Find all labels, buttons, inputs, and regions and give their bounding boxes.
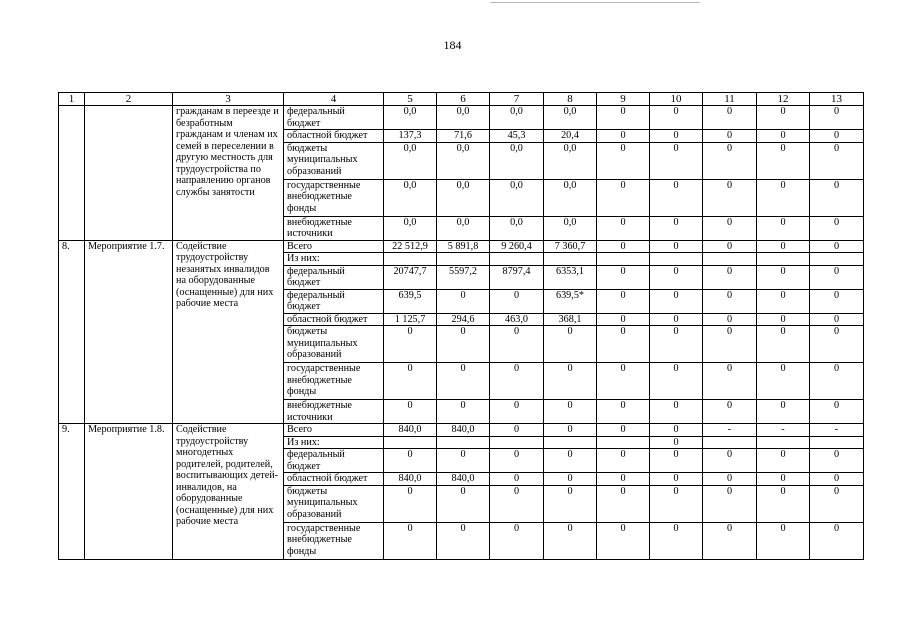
value-cell-col-12: 0: [757, 485, 810, 522]
value-cell-col-6: 0,0: [437, 106, 490, 130]
value-cell-col-13: [810, 253, 864, 266]
value-cell-col-8: 0: [544, 400, 597, 424]
value-cell-col-13: 0: [810, 326, 864, 363]
column-number-row: [59, 93, 864, 106]
value-cell-col-9: 0: [597, 449, 650, 473]
value-cell-col-5: 639,5: [384, 289, 437, 313]
table-row: [59, 106, 864, 130]
value-cell-col-6: 5597,2: [437, 265, 490, 289]
column-number-6: 6: [437, 93, 490, 106]
row-number-cell: 9.: [59, 424, 85, 560]
value-cell-col-13: 0: [810, 289, 864, 313]
value-cell-col-8: [544, 253, 597, 266]
value-cell-col-6: 840,0: [437, 473, 490, 486]
value-cell-col-5: 840,0: [384, 473, 437, 486]
value-cell-col-11: 0: [703, 485, 757, 522]
value-cell-col-9: 0: [597, 130, 650, 143]
value-cell-col-6: 0: [437, 400, 490, 424]
value-cell-col-5: 137,3: [384, 130, 437, 143]
value-cell-col-13: 0: [810, 265, 864, 289]
value-cell-col-12: 0: [757, 522, 810, 559]
value-cell-col-8: 0: [544, 424, 597, 437]
value-cell-col-10: 0: [650, 326, 703, 363]
value-cell-col-6: 294,6: [437, 313, 490, 326]
funding-source-cell: областной бюджет: [284, 473, 384, 486]
value-cell-col-9: 0: [597, 400, 650, 424]
value-cell-col-11: [703, 436, 757, 449]
value-cell-col-11: 0: [703, 363, 757, 400]
funding-source-cell: бюджеты муниципальных образований: [284, 326, 384, 363]
value-cell-col-10: 0: [650, 289, 703, 313]
column-number-4: 4: [284, 93, 384, 106]
value-cell-col-12: 0: [757, 313, 810, 326]
value-cell-col-7: [490, 436, 544, 449]
value-cell-col-10: 0: [650, 436, 703, 449]
funding-source-cell: бюджеты муниципальных образований: [284, 485, 384, 522]
column-number-7: 7: [490, 93, 544, 106]
value-cell-col-13: 0: [810, 313, 864, 326]
value-cell-col-11: 0: [703, 130, 757, 143]
column-number-10: 10: [650, 93, 703, 106]
value-cell-col-12: 0: [757, 142, 810, 179]
value-cell-col-9: 0: [597, 265, 650, 289]
value-cell-col-12: 0: [757, 179, 810, 216]
value-cell-col-13: 0: [810, 142, 864, 179]
value-cell-col-5: 0,0: [384, 179, 437, 216]
value-cell-col-9: [597, 436, 650, 449]
value-cell-col-8: 0,0: [544, 216, 597, 240]
funding-source-cell: Всего: [284, 240, 384, 253]
table-row: [59, 240, 864, 253]
value-cell-col-5: 0,0: [384, 106, 437, 130]
column-number-5: 5: [384, 93, 437, 106]
value-cell-col-6: 0,0: [437, 142, 490, 179]
value-cell-col-8: 20,4: [544, 130, 597, 143]
value-cell-col-13: 0: [810, 522, 864, 559]
value-cell-col-9: 0: [597, 313, 650, 326]
value-cell-col-6: 0: [437, 485, 490, 522]
value-cell-col-12: 0: [757, 363, 810, 400]
table-row: [59, 424, 864, 437]
value-cell-col-5: 0: [384, 400, 437, 424]
value-cell-col-10: 0: [650, 216, 703, 240]
value-cell-col-10: 0: [650, 106, 703, 130]
value-cell-col-6: 0,0: [437, 179, 490, 216]
value-cell-col-13: 0: [810, 240, 864, 253]
value-cell-col-12: 0: [757, 130, 810, 143]
value-cell-col-11: 0: [703, 400, 757, 424]
value-cell-col-7: 0: [490, 326, 544, 363]
value-cell-col-12: 0: [757, 449, 810, 473]
value-cell-col-5: 0,0: [384, 216, 437, 240]
funding-source-cell: внебюджетные источники: [284, 216, 384, 240]
value-cell-col-9: 0: [597, 485, 650, 522]
value-cell-col-6: 0: [437, 289, 490, 313]
value-cell-col-7: 45,3: [490, 130, 544, 143]
value-cell-col-7: 0: [490, 289, 544, 313]
value-cell-col-6: 0,0: [437, 216, 490, 240]
value-cell-col-9: 0: [597, 240, 650, 253]
value-cell-col-7: [490, 253, 544, 266]
measure-description-cell: Содействие трудоустройству незанятых инвалидов на оборудованные (оснащенные) для них рабочие места: [173, 240, 284, 424]
value-cell-col-11: 0: [703, 106, 757, 130]
value-cell-col-7: 0: [490, 363, 544, 400]
value-cell-col-10: 0: [650, 473, 703, 486]
value-cell-col-7: 0: [490, 449, 544, 473]
value-cell-col-9: 0: [597, 424, 650, 437]
value-cell-col-10: 0: [650, 424, 703, 437]
value-cell-col-9: 0: [597, 522, 650, 559]
value-cell-col-10: 0: [650, 240, 703, 253]
value-cell-col-10: 0: [650, 313, 703, 326]
value-cell-col-7: 0: [490, 400, 544, 424]
value-cell-col-13: 0: [810, 449, 864, 473]
funding-source-cell: федеральный бюджет: [284, 449, 384, 473]
table-body: [59, 106, 864, 560]
page-number: 184: [443, 38, 462, 52]
value-cell-col-5: 0,0: [384, 142, 437, 179]
value-cell-col-10: [650, 253, 703, 266]
value-cell-col-8: 7 360,7: [544, 240, 597, 253]
value-cell-col-12: 0: [757, 400, 810, 424]
value-cell-col-8: 0: [544, 363, 597, 400]
value-cell-col-13: 0: [810, 106, 864, 130]
value-cell-col-8: 0: [544, 449, 597, 473]
value-cell-col-11: 0: [703, 240, 757, 253]
value-cell-col-13: 0: [810, 473, 864, 486]
column-number-8: 8: [544, 93, 597, 106]
value-cell-col-11: 0: [703, 216, 757, 240]
value-cell-col-7: 0: [490, 522, 544, 559]
scan-artifact-line: [490, 2, 700, 3]
value-cell-col-6: 840,0: [437, 424, 490, 437]
measure-description-cell: гражданам в переезде и безработным гражданам и членам их семей в переселении в другую местность для трудоустройства по направлению органов службы занятости: [173, 106, 284, 241]
funding-source-cell: федеральный бюджет: [284, 289, 384, 313]
value-cell-col-11: 0: [703, 326, 757, 363]
value-cell-col-8: 0: [544, 326, 597, 363]
column-number-3: 3: [173, 93, 284, 106]
value-cell-col-10: 0: [650, 142, 703, 179]
value-cell-col-9: [597, 253, 650, 266]
funding-source-cell: Всего: [284, 424, 384, 437]
value-cell-col-5: 0: [384, 363, 437, 400]
value-cell-col-7: 0: [490, 473, 544, 486]
value-cell-col-8: 639,5*: [544, 289, 597, 313]
value-cell-col-13: 0: [810, 179, 864, 216]
value-cell-col-11: 0: [703, 265, 757, 289]
column-number-11: 11: [703, 93, 757, 106]
funding-source-cell: федеральный бюджет: [284, 265, 384, 289]
column-number-2: 2: [85, 93, 173, 106]
value-cell-col-6: 0: [437, 522, 490, 559]
value-cell-col-12: [757, 436, 810, 449]
value-cell-col-6: 5 891,8: [437, 240, 490, 253]
value-cell-col-9: 0: [597, 216, 650, 240]
funding-source-cell: бюджеты муниципальных образований: [284, 142, 384, 179]
value-cell-col-10: 0: [650, 485, 703, 522]
budget-table: [58, 92, 864, 560]
measure-name-cell: [85, 106, 173, 241]
value-cell-col-8: 0,0: [544, 142, 597, 179]
value-cell-col-5: 20747,7: [384, 265, 437, 289]
funding-source-cell: государственные внебюджетные фонды: [284, 522, 384, 559]
measure-description-cell: Содействие трудоустройству многодетных родителей, родителей, воспитывающих детей-инвалидов, на оборудованные (оснащенные) для них рабочие места: [173, 424, 284, 560]
value-cell-col-9: 0: [597, 473, 650, 486]
funding-source-cell: областной бюджет: [284, 313, 384, 326]
value-cell-col-12: 0: [757, 216, 810, 240]
value-cell-col-13: -: [810, 424, 864, 437]
value-cell-col-5: [384, 253, 437, 266]
value-cell-col-8: 6353,1: [544, 265, 597, 289]
value-cell-col-10: 0: [650, 363, 703, 400]
column-number-9: 9: [597, 93, 650, 106]
value-cell-col-13: 0: [810, 363, 864, 400]
value-cell-col-7: 9 260,4: [490, 240, 544, 253]
value-cell-col-10: 0: [650, 522, 703, 559]
value-cell-col-12: -: [757, 424, 810, 437]
value-cell-col-8: [544, 436, 597, 449]
value-cell-col-12: 0: [757, 326, 810, 363]
funding-source-cell: Из них:: [284, 436, 384, 449]
value-cell-col-5: 0: [384, 522, 437, 559]
value-cell-col-5: 0: [384, 485, 437, 522]
funding-source-cell: внебюджетные источники: [284, 400, 384, 424]
value-cell-col-5: 0: [384, 449, 437, 473]
value-cell-col-7: 0: [490, 424, 544, 437]
value-cell-col-10: 0: [650, 179, 703, 216]
value-cell-col-8: 0,0: [544, 179, 597, 216]
value-cell-col-8: 0: [544, 485, 597, 522]
value-cell-col-7: 0,0: [490, 216, 544, 240]
value-cell-col-6: [437, 436, 490, 449]
value-cell-col-8: 368,1: [544, 313, 597, 326]
value-cell-col-12: 0: [757, 240, 810, 253]
value-cell-col-6: 71,6: [437, 130, 490, 143]
column-number-12: 12: [757, 93, 810, 106]
value-cell-col-8: 0,0: [544, 106, 597, 130]
value-cell-col-11: 0: [703, 522, 757, 559]
value-cell-col-9: 0: [597, 106, 650, 130]
value-cell-col-11: 0: [703, 313, 757, 326]
measure-name-cell: Мероприятие 1.8.: [85, 424, 173, 560]
value-cell-col-7: 0: [490, 485, 544, 522]
row-number-cell: [59, 106, 85, 241]
value-cell-col-13: 0: [810, 485, 864, 522]
funding-source-cell: государственные внебюджетные фонды: [284, 363, 384, 400]
value-cell-col-11: 0: [703, 289, 757, 313]
value-cell-col-7: 0,0: [490, 142, 544, 179]
value-cell-col-10: 0: [650, 400, 703, 424]
value-cell-col-6: 0: [437, 449, 490, 473]
value-cell-col-12: 0: [757, 289, 810, 313]
value-cell-col-5: 0: [384, 326, 437, 363]
value-cell-col-12: 0: [757, 106, 810, 130]
value-cell-col-8: 0: [544, 473, 597, 486]
value-cell-col-12: 0: [757, 473, 810, 486]
value-cell-col-11: 0: [703, 142, 757, 179]
measure-name-cell: Мероприятие 1.7.: [85, 240, 173, 424]
value-cell-col-8: 0: [544, 522, 597, 559]
funding-source-cell: областной бюджет: [284, 130, 384, 143]
value-cell-col-13: 0: [810, 130, 864, 143]
value-cell-col-7: 0,0: [490, 179, 544, 216]
value-cell-col-6: 0: [437, 326, 490, 363]
column-number-13: 13: [810, 93, 864, 106]
funding-source-cell: государственные внебюджетные фонды: [284, 179, 384, 216]
value-cell-col-11: 0: [703, 449, 757, 473]
value-cell-col-9: 0: [597, 179, 650, 216]
value-cell-col-13: 0: [810, 400, 864, 424]
value-cell-col-10: 0: [650, 449, 703, 473]
value-cell-col-6: 0: [437, 363, 490, 400]
value-cell-col-7: 0,0: [490, 106, 544, 130]
value-cell-col-7: 8797,4: [490, 265, 544, 289]
value-cell-col-9: 0: [597, 363, 650, 400]
value-cell-col-6: [437, 253, 490, 266]
value-cell-col-11: 0: [703, 179, 757, 216]
value-cell-col-12: [757, 253, 810, 266]
value-cell-col-11: -: [703, 424, 757, 437]
value-cell-col-5: 840,0: [384, 424, 437, 437]
value-cell-col-12: 0: [757, 265, 810, 289]
value-cell-col-10: 0: [650, 265, 703, 289]
value-cell-col-13: [810, 436, 864, 449]
value-cell-col-11: [703, 253, 757, 266]
column-number-1: 1: [59, 93, 85, 106]
row-number-cell: 8.: [59, 240, 85, 424]
funding-source-cell: Из них:: [284, 253, 384, 266]
value-cell-col-5: 22 512,9: [384, 240, 437, 253]
value-cell-col-11: 0: [703, 473, 757, 486]
value-cell-col-9: 0: [597, 289, 650, 313]
value-cell-col-9: 0: [597, 142, 650, 179]
value-cell-col-9: 0: [597, 326, 650, 363]
value-cell-col-5: 1 125,7: [384, 313, 437, 326]
value-cell-col-5: [384, 436, 437, 449]
value-cell-col-10: 0: [650, 130, 703, 143]
value-cell-col-7: 463,0: [490, 313, 544, 326]
funding-source-cell: федеральный бюджет: [284, 106, 384, 130]
value-cell-col-13: 0: [810, 216, 864, 240]
